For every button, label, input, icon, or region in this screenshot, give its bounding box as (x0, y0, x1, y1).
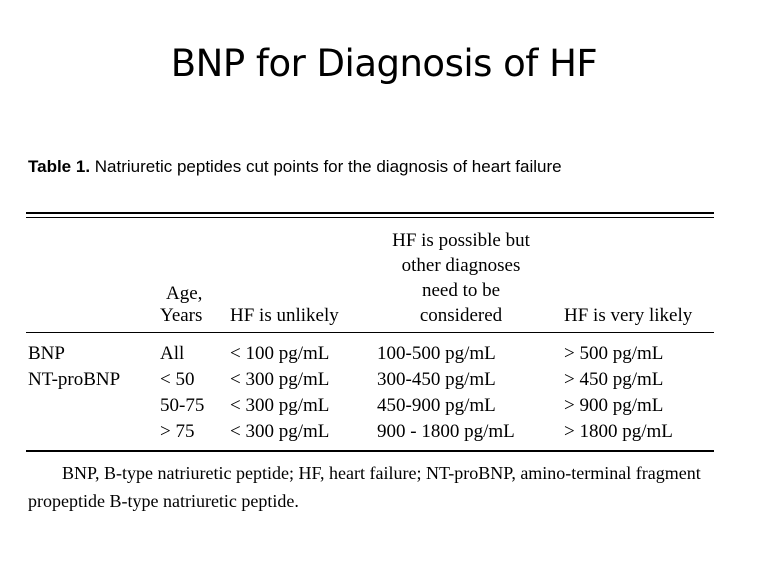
header-very-likely: HF is very likely (564, 305, 693, 326)
table-footnote: BNP, B-type natriuretic peptide; HF, heart failure; NT-proBNP, amino-terminal fragment propeptide B-type natriuretic peptide. (28, 463, 701, 511)
row-unlikely: < 300 pg/mL (230, 369, 330, 390)
header-possible-line1: HF is possible but (392, 230, 530, 251)
row-peptide: BNP (28, 343, 65, 364)
row-age: > 75 (160, 421, 195, 442)
header-age-line2: Years (160, 305, 203, 326)
row-unlikely: < 300 pg/mL (230, 395, 330, 416)
row-possible: 450-900 pg/mL (377, 395, 496, 416)
slide-title: BNP for Diagnosis of HF (170, 42, 598, 85)
row-unlikely: < 100 pg/mL (230, 343, 330, 364)
header-age-line1: Age, (166, 283, 203, 304)
table-caption-label: Table 1. (28, 157, 91, 176)
header-possible-line3: need to be (421, 280, 501, 301)
table-caption-text: Natriuretic peptides cut points for the diagnosis of heart failure (90, 157, 562, 176)
header-possible-line4: considered (419, 305, 503, 326)
row-age: All (160, 343, 185, 364)
row-age: < 50 (160, 369, 195, 390)
row-unlikely: < 300 pg/mL (230, 421, 330, 442)
row-possible: 900 - 1800 pg/mL (377, 421, 515, 442)
header-possible-line2: other diagnoses (401, 255, 521, 276)
row-possible: 100-500 pg/mL (377, 343, 496, 364)
header-unlikely: HF is unlikely (230, 305, 339, 326)
row-very-likely: > 500 pg/mL (564, 343, 664, 364)
row-peptide: NT-proBNP (28, 369, 121, 390)
row-possible: 300-450 pg/mL (377, 369, 496, 390)
row-very-likely: > 1800 pg/mL (564, 421, 673, 442)
row-very-likely: > 900 pg/mL (564, 395, 664, 416)
row-age: 50-75 (160, 395, 205, 416)
row-very-likely: > 450 pg/mL (564, 369, 664, 390)
